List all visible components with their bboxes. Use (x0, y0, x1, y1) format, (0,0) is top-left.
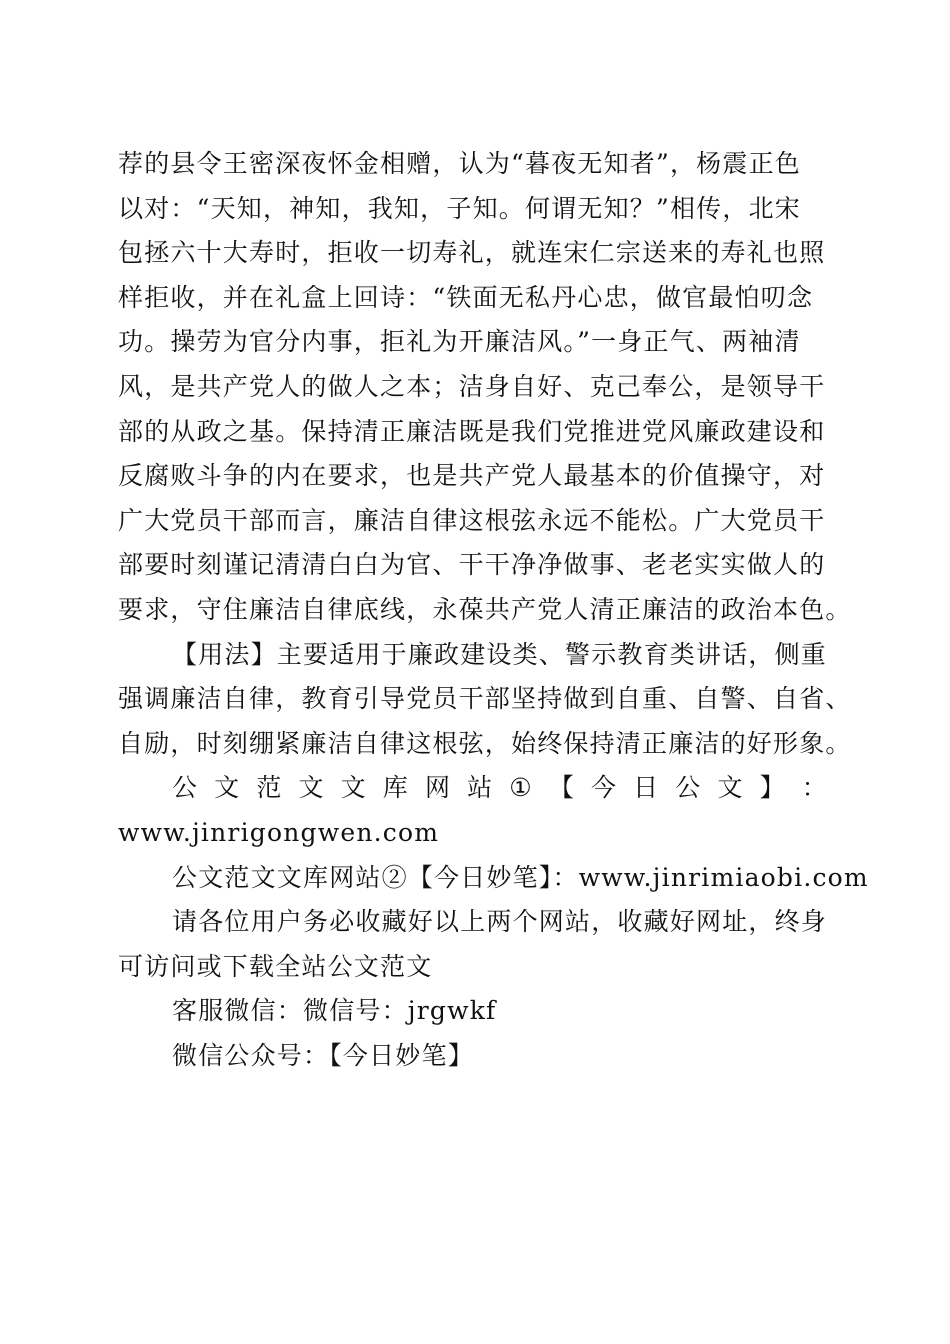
text-line: 以对：“天知，神知，我知，子知。何谓无知？”相传，北宋 (118, 193, 801, 223)
usage-line: 强调廉洁自律，教育引导党员干部坚持做到自重、自警、自省、 (118, 684, 852, 714)
text-line: 部的从政之基。保持清正廉洁既是我们党推进党风廉政建设和 (118, 416, 826, 446)
usage-line: 【用法】主要适用于廉政建设类、警示教育类讲话，侧重 (172, 639, 828, 669)
notice-line: 请各位用户务必收藏好以上两个网站，收藏好网址，终身 (172, 907, 828, 937)
site1-line (118, 766, 828, 811)
site1-char: ① (509, 773, 533, 803)
usage-line: 自励，时刻绷紧廉洁自律这根弦，始终保持清正廉洁的好形象。 (118, 728, 852, 758)
text-line: 要求，守住廉洁自律底线，永葆共产党人清正廉洁的政治本色。 (118, 594, 852, 624)
service-wechat: 客服微信：微信号：jrgwkf (172, 996, 497, 1026)
text-line: 风，是共产党人的做人之本；洁身自好、克己奉公，是领导干 (118, 371, 826, 401)
site1-char: 库 (382, 773, 409, 803)
notice-line: 可访问或下载全站公文范文 (118, 951, 433, 981)
site1-char: 】 (759, 773, 786, 803)
public-account: 微信公众号：【今日妙笔】 (172, 1040, 474, 1070)
document-body (118, 142, 869, 1078)
site1-char: ： (801, 773, 828, 803)
text-line: 反腐败斗争的内在要求，也是共产党人最基本的价值操守，对 (118, 461, 826, 491)
text-line: 功。操劳为官分内事，拒礼为开廉洁风。”一身正气、两袖清 (118, 327, 801, 357)
site1-char: 公 (172, 773, 199, 803)
text-line: 广大党员干部而言，廉洁自律这根弦永远不能松。广大党员干 (118, 505, 826, 535)
site1-char: 文 (214, 773, 241, 803)
site1-char: 网 (424, 773, 452, 803)
site1-char: 范 (256, 773, 283, 803)
site1-url: www.jinrigongwen.com (118, 817, 440, 847)
site1-char: 【 (548, 773, 576, 803)
text-line: 荐的县令王密深夜怀金相赠，认为“暮夜无知者”，杨震正色 (118, 149, 801, 178)
site1-char: 文 (717, 773, 744, 803)
site1-char: 今 (590, 773, 618, 803)
site1-char: 公 (675, 773, 702, 803)
site1-char: 文 (298, 773, 325, 803)
site1-char: 日 (633, 773, 660, 803)
text-line: 包拯六十大寿时，拒收一切寿礼，就连宋仁宗送来的寿礼也照 (118, 238, 826, 268)
text-line: 部要时刻谨记清清白白为官、干干净净做事、老老实实做人的 (118, 550, 826, 580)
site1-char: 文 (340, 773, 367, 803)
site1-char: 站 (467, 773, 494, 803)
site2-line: 公文范文文库网站②【今日妙笔】：www.jinrimiaobi.com (172, 862, 869, 892)
text-line: 样拒收，并在礼盒上回诗：“铁面无私丹心忠，做官最怕叨念 (118, 282, 814, 312)
